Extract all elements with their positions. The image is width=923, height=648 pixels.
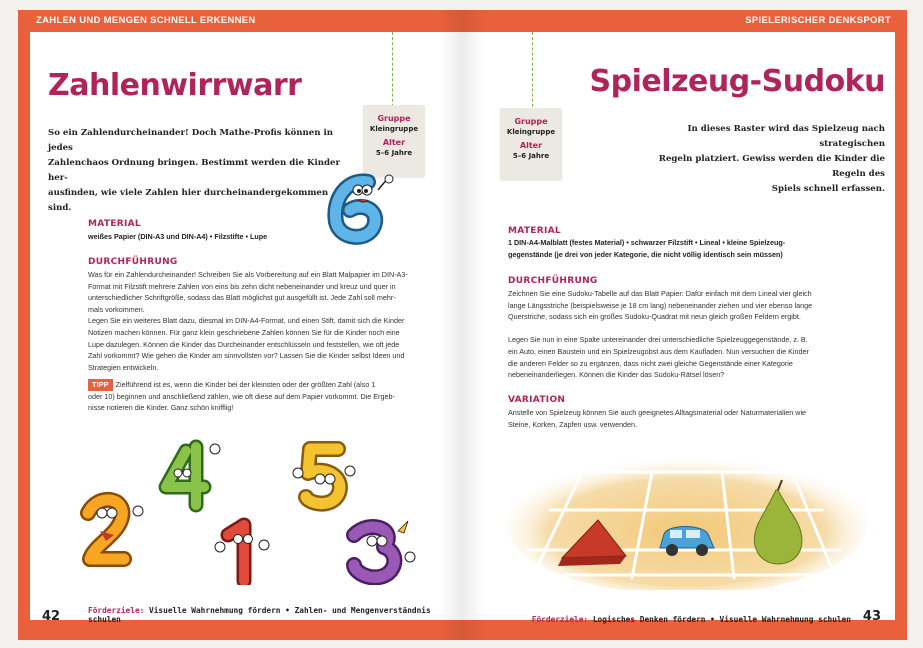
intro-text: So ein Zahlendurcheinander! Doch Mathe-Profis können in jedes Zahlenchaos Ordnung bringen. Bestimmt werden die Kinder her- ausfinden, wie viele Zahlen hier durcheinandergekommen sind. bbox=[48, 128, 340, 213]
age-label: Alter bbox=[519, 141, 543, 150]
number-characters-illustration bbox=[58, 435, 418, 585]
right-page bbox=[462, 10, 907, 640]
gutter-shadow bbox=[462, 10, 484, 640]
page-title: Spielzeug-Sudoku bbox=[589, 64, 885, 99]
age-value: 5–6 Jahre bbox=[512, 152, 550, 160]
material-heading: MATERIAL bbox=[88, 219, 141, 229]
page-title: Zahlenwirrwarr bbox=[48, 68, 302, 103]
tag-string bbox=[392, 32, 393, 112]
sudoku-grid-illustration bbox=[502, 450, 872, 590]
material-text: weißes Papier (DIN-A3 und DIN-A4) • Filzstifte • Lupe bbox=[88, 232, 268, 241]
age-value: 5–6 Jahre bbox=[375, 149, 413, 157]
number-two-illustration bbox=[88, 500, 143, 559]
group-value: Kleingruppe bbox=[369, 125, 419, 133]
footer-label: Förderziele: bbox=[531, 615, 589, 624]
material-heading: MATERIAL bbox=[508, 226, 561, 236]
info-tag bbox=[500, 108, 562, 180]
number-one-illustration bbox=[215, 525, 269, 581]
group-value: Kleingruppe bbox=[506, 128, 556, 136]
age-label: Alter bbox=[382, 138, 406, 147]
page-number: 42 bbox=[42, 609, 61, 624]
section-header: SPIELERISCHER DENKSPORT bbox=[745, 15, 891, 26]
group-label: Gruppe bbox=[514, 117, 548, 126]
section-header: ZAHLEN UND MENGEN SCHNELL ERKENNEN bbox=[36, 15, 256, 26]
number-four-illustration bbox=[166, 444, 220, 505]
footer bbox=[532, 615, 851, 624]
footer-text: Visuelle Wahrnehmung fördern • Zahlen- und Mengenverständnis schulen bbox=[88, 606, 431, 624]
info-tag bbox=[363, 105, 425, 177]
intro-text: In dieses Raster wird das Spielzeug nach strategischen Regeln platziert. Gewiss werden die Kinder die Regeln des Spiels schnell erfassen. bbox=[658, 124, 885, 194]
variation-heading: VARIATION bbox=[508, 395, 566, 405]
material-text: 1 DIN-A4-Malblatt (festes Material) • schwarzer Filzstift • Lineal • kleine Spielzeug- gegenstände (je drei von jeder Kategorie, die nicht völlig identisch sein müssen) bbox=[508, 238, 786, 259]
footer-text: Logisches Denken fördern • Visuelle Wahrnehmung schulen bbox=[592, 615, 851, 624]
footer bbox=[88, 606, 462, 624]
tip-text: TIPP Zielführend ist es, wenn die Kinder bei der kleinsten oder der größten Zahl (also 1 oder 10) beginnen und anschließend zählen, wie oft diese auf dem Papier vorkommt. Die Ergeb- nisse notieren die Kinder. Ganz schön knifflig! bbox=[88, 380, 395, 413]
group-label: Gruppe bbox=[377, 114, 411, 123]
procedure-text: Zeichnen Sie eine Sudoku-Tabelle auf das Blatt Papier: Dafür einfach mit dem Lineal vier gleich lange Längsstriche (beispielsweise je 18 cm lang) nebeneinander ziehen und vier ebenso lange Querstriche, sodass sich ein großes Sudoku-Quadrat mit neun gleich großen Feldern ergibt. Legen Sie nun in eine Spalte untereinander drei unterschiedliche Spielzeuggegenstände, z. B. ein Auto, einen Baustein und ein Spielzeugobst aus dem Kaufladen. Nun versuchen die Kinder die anderen Felder so zu ergänzen, dass nicht zwei gleiche Gegenstände einer Kategorie nebeneinanderliegen. Können die Kinder das Sudoku-Rätsel lösen? bbox=[508, 289, 813, 380]
procedure-text: Was für ein Zahlendurcheinander! Schreiben Sie als Vorbereitung auf ein Blatt Malpapier im DIN-A3- Format mit Filzstift mehrere Zahlen von eins bis zehn dicht nebeneinander und kreuz und quer in unterschiedlicher Schriftgröße, sodass das Blatt möglichst gut ausgefüllt ist. Jede Zahl soll mehr- mals vorkommen. Legen Sie ein weiteres Blatt dazu, diesmal im DIN-A4-Format, und einen Stift, damit sich die Kinder Notizen machen können. Für ganz klein geschriebene Zahlen können Sie für die Kinder noch eine Lupe dazulegen. Können die Kinder das Durcheinander entschlüsseln und feststellen, wie oft jede Zahl vorkommt? Wie gehen die Kinder am sinnvollsten vor? Lassen Sie die Kinder selbst Ideen und Strategien entwickeln. bbox=[88, 270, 408, 372]
footer-label: Förderziele: bbox=[88, 606, 145, 615]
tip-badge: TIPP bbox=[88, 379, 113, 391]
number-three-illustration bbox=[354, 521, 415, 577]
number-six-illustration bbox=[318, 170, 398, 248]
procedure-heading: DURCHFÜHRUNG bbox=[508, 276, 598, 286]
page-number: 43 bbox=[862, 609, 881, 624]
variation-text: Anstelle von Spielzeug können Sie auch geeignetes Alltagsmaterial oder Naturmaterialien wie Steine, Korken, Zapfen usw. verwenden. bbox=[508, 408, 807, 429]
gutter-shadow bbox=[440, 10, 462, 640]
tag-string bbox=[532, 32, 533, 112]
number-five-illustration bbox=[293, 449, 355, 504]
left-page bbox=[18, 10, 462, 640]
procedure-heading: DURCHFÜHRUNG bbox=[88, 257, 178, 267]
